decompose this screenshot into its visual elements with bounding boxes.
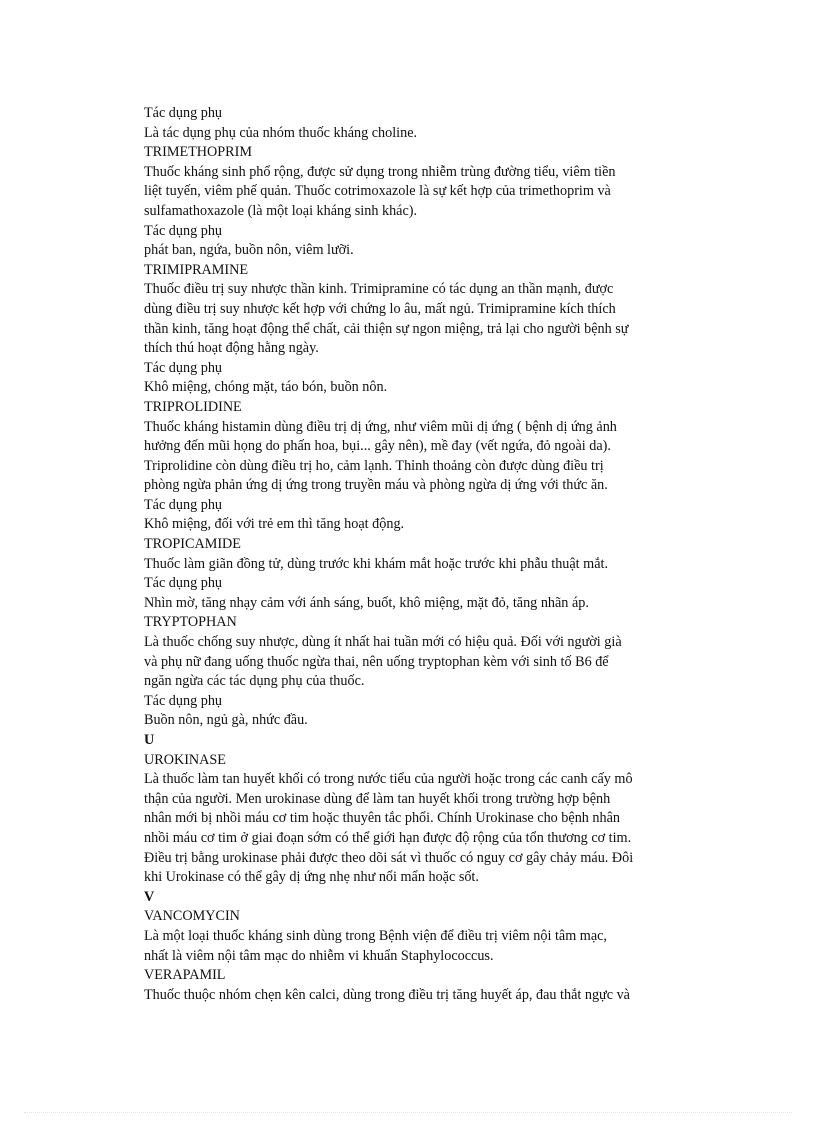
text-line: nhân mới bị nhồi máu cơ tim hoặc thuyên tắc phổi. Chính Urokinase cho bệnh nhân — [144, 810, 621, 827]
text-line: ngăn ngừa các tác dụng phụ của thuốc. — [144, 673, 365, 690]
text-line: Thuốc thuộc nhóm chẹn kên calci, dùng trong điều trị tăng huyết áp, đau thắt ngực và — [144, 986, 630, 1003]
text-line: liệt tuyến, viêm phế quản. Thuốc cotrimoxazole là sự kết hợp của trimethoprim và — [144, 183, 611, 200]
text-line: thần kinh, tăng hoạt động thể chất, cải thiện sự ngon miệng, trả lại cho người bệnh sự — [144, 320, 629, 337]
drug-heading: TRIPROLIDINE — [144, 398, 242, 415]
side-effects-label: Tác dụng phụ — [144, 575, 223, 592]
document-body — [144, 104, 699, 1005]
text-line: Điều trị bằng urokinase phải được theo dõi sát vì thuốc có nguy cơ gây chảy máu. Đôi — [144, 849, 634, 866]
side-effects-label: Tác dụng phụ — [144, 359, 223, 376]
section-letter: U — [144, 732, 155, 748]
drug-heading: VANCOMYCIN — [144, 908, 240, 925]
text-line: nhất là viêm nội tâm mạc do nhiễm vi khuẩn Staphylococcus. — [144, 947, 494, 964]
text-line: Khô miệng, đối với trẻ em thì tăng hoạt động. — [144, 516, 405, 533]
side-effects-label: Tác dụng phụ — [144, 105, 223, 121]
text-line: thích thú hoạt động hằng ngày. — [144, 340, 319, 357]
drug-heading: TRYPTOPHAN — [144, 614, 237, 631]
text-line: Buồn nôn, ngủ gà, nhức đầu. — [144, 712, 308, 729]
text-line: hưởng đến mũi họng do phấn hoa, bụi... gây nên), mề đay (vết ngứa, đỏ ngoài da). — [144, 438, 611, 455]
text-line: Thuốc kháng histamin dùng điều trị dị ứng, như viêm mũi dị ứng ( bệnh dị ứng ảnh — [144, 418, 617, 435]
drug-heading: TRIMIPRAMINE — [144, 261, 249, 278]
text-line: Là thuốc chống suy nhược, dùng ít nhất hai tuần mới có hiệu quả. Đối với người già — [144, 634, 622, 651]
text-line: Là thuốc làm tan huyết khối có trong nước tiểu của người hoặc trong các canh cấy mô — [144, 771, 633, 788]
side-effects-label: Tác dụng phụ — [144, 496, 223, 513]
page-bottom-rule — [24, 1112, 792, 1113]
text-line: Thuốc làm giãn đồng tử, dùng trước khi khám mắt hoặc trước khi phẫu thuật mắt. — [144, 555, 608, 572]
text-line: dùng điều trị suy nhược kết hợp với chứng lo âu, mất ngủ. Trimipramine kích thích — [144, 300, 616, 317]
drug-heading: VERAPAMIL — [144, 967, 226, 984]
text-line: và phụ nữ đang uống thuốc ngừa thai, nên uống tryptophan kèm với sinh tố B6 để — [144, 653, 609, 670]
text-line: khi Urokinase có thể gây dị ứng nhẹ như nổi mẩn hoặc sốt. — [144, 869, 479, 886]
text-line: sulfamathoxazole (là một loại kháng sinh khác). — [144, 202, 418, 219]
drug-heading: TRIMETHOPRIM — [144, 144, 252, 161]
text-line: phát ban, ngứa, buồn nôn, viêm lưỡi. — [144, 242, 354, 259]
text-line: Triprolidine còn dùng điều trị ho, cảm lạnh. Thỉnh thoảng còn được dùng điều trị — [144, 457, 604, 474]
text-line: Nhìn mờ, tăng nhạy cảm với ánh sáng, buốt, khô miệng, mặt đỏ, tăng nhãn áp. — [144, 594, 589, 611]
text-line: phòng ngừa phản ứng dị ứng trong truyền máu và phòng ngừa dị ứng với thức ăn. — [144, 477, 608, 494]
drug-heading: TROPICAMIDE — [144, 536, 241, 553]
text-line: Là tác dụng phụ của nhóm thuốc kháng choline. — [144, 124, 418, 141]
text-line: Khô miệng, chóng mặt, táo bón, buồn nôn. — [144, 379, 388, 396]
side-effects-label: Tác dụng phụ — [144, 692, 223, 709]
drug-heading: UROKINASE — [144, 751, 226, 768]
text-line: Thuốc kháng sinh phổ rộng, được sử dụng trong nhiễm trùng đường tiểu, viêm tiền — [144, 163, 616, 180]
section-letter: V — [144, 888, 155, 905]
side-effects-label: Tác dụng phụ — [144, 222, 223, 239]
text-line: Là một loại thuốc kháng sinh dùng trong Bệnh viện để điều trị viêm nội tâm mạc, — [144, 927, 607, 944]
text-line: thận của người. Men urokinase dùng để làm tan huyết khối trong trường hợp bệnh — [144, 790, 611, 807]
text-line: Thuốc điều trị suy nhược thần kinh. Trimipramine có tác dụng an thần mạnh, được — [144, 281, 614, 298]
text-line: nhồi máu cơ tim ở giai đoạn sớm có thể giới hạn được độ rộng của tổn thương cơ tim. — [144, 829, 632, 846]
